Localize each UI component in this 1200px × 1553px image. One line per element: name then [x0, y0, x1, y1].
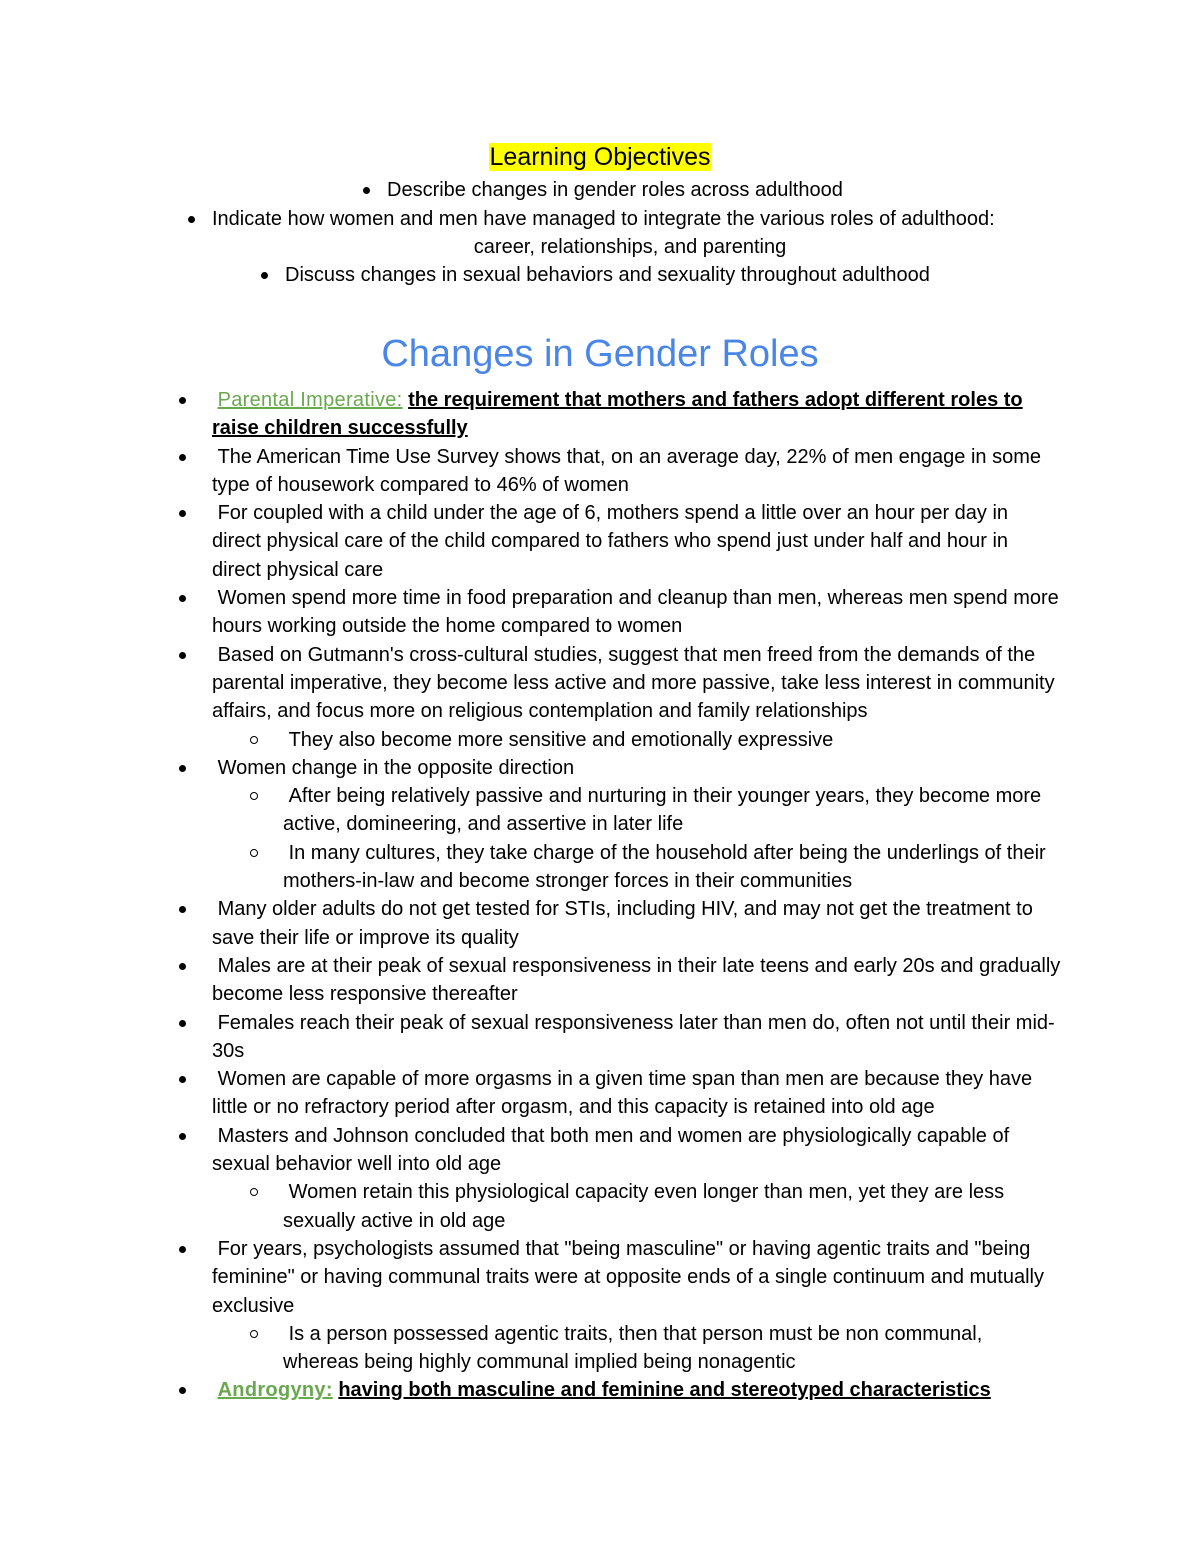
- objective-item: Indicate how women and men have managed to integrate the various roles of adulthood:: [212, 205, 995, 233]
- bullet-icon: [179, 454, 186, 461]
- hollow-bullet-icon: [250, 792, 258, 800]
- list-item: The American Time Use Survey shows that, on an average day, 22% of men engage in some type of housework compared to 46% of women: [212, 443, 1062, 500]
- hollow-bullet-icon: [250, 736, 258, 744]
- term-definition: having both masculine and feminine and stereotyped characteristics: [338, 1379, 991, 1402]
- section-title: Changes in Gender Roles: [381, 333, 819, 375]
- term-definition: the requirement that mothers and fathers adopt different roles to raise children successfully: [212, 389, 1023, 440]
- objective-item: Discuss changes in sexual behaviors and sexuality throughout adulthood: [285, 261, 930, 289]
- learning-objectives-header: [0, 140, 1200, 174]
- bullet-icon: [179, 510, 186, 517]
- list-item-androgyny: [212, 1376, 1062, 1404]
- hollow-bullet-icon: [250, 1188, 258, 1196]
- list-item: Women spend more time in food preparation and cleanup than men, whereas men spend more hours working outside the home compared to women: [212, 584, 1062, 641]
- list-item: Based on Gutmann's cross-cultural studies, suggest that men freed from the demands of the parental imperative, they become less active and more passive, take less interest in community affairs, and focus more on religious contemplation and family relationships: [212, 641, 1062, 726]
- term-label: Androgyny:: [217, 1379, 333, 1402]
- bullet-icon: [179, 1133, 186, 1140]
- sub-list-item: After being relatively passive and nurturing in their younger years, they become more active, domineering, and assertive in later life: [283, 782, 1063, 839]
- list-item: Males are at their peak of sexual responsiveness in their late teens and early 20s and gradually become less responsive thereafter: [212, 952, 1062, 1009]
- bullet-icon: [179, 397, 186, 404]
- bullet-icon: [363, 187, 370, 194]
- objective-item-continuation: career, relationships, and parenting: [473, 236, 787, 258]
- list-item: Females reach their peak of sexual responsiveness later than men do, often not until their mid-30s: [212, 1009, 1062, 1066]
- objective-item: Describe changes in gender roles across adulthood: [387, 176, 843, 204]
- learning-objectives-title: Learning Objectives: [489, 143, 711, 171]
- bullet-icon: [179, 765, 186, 772]
- list-item: Women are capable of more orgasms in a given time span than men are because they have little or no refractory period after orgasm, and this capacity is retained into old age: [212, 1065, 1062, 1122]
- list-item: Many older adults do not get tested for STIs, including HIV, and may not get the treatment to save their life or improve its quality: [212, 895, 1062, 952]
- bullet-icon: [179, 1020, 186, 1027]
- bullet-icon: [179, 1387, 186, 1394]
- list-item: For coupled with a child under the age of 6, mothers spend a little over an hour per day in direct physical care of the child compared to fathers who spend just under half and hour in direct physical care: [212, 499, 1062, 584]
- bullet-icon: [179, 1246, 186, 1253]
- sub-list-item: They also become more sensitive and emotionally expressive: [283, 726, 1063, 754]
- sub-list-item: Women retain this physiological capacity even longer than men, yet they are less sexually active in old age: [283, 1178, 1063, 1235]
- bullet-icon: [188, 216, 195, 223]
- sub-list-item: Is a person possessed agentic traits, then that person must be non communal, whereas being highly communal implied being nonagentic: [283, 1320, 1063, 1377]
- list-item: Masters and Johnson concluded that both men and women are physiologically capable of sexual behavior well into old age: [212, 1122, 1062, 1179]
- bullet-icon: [179, 652, 186, 659]
- hollow-bullet-icon: [250, 849, 258, 857]
- term-label: Parental Imperative:: [217, 389, 403, 411]
- hollow-bullet-icon: [250, 1330, 258, 1338]
- list-item: Women change in the opposite direction: [212, 754, 1062, 782]
- bullet-icon: [179, 1076, 186, 1083]
- sub-list-item: In many cultures, they take charge of the household after being the underlings of their mothers-in-law and become stronger forces in their communities: [283, 839, 1063, 896]
- bullet-list: [0, 386, 1200, 1405]
- bullet-icon: [179, 595, 186, 602]
- bullet-icon: [179, 963, 186, 970]
- list-item-parental-imperative: [212, 386, 1062, 443]
- list-item: For years, psychologists assumed that "being masculine" or having agentic traits and "being feminine" or having communal traits were at opposite ends of a single continuum and mutually exclusive: [212, 1235, 1062, 1320]
- bullet-icon: [261, 272, 268, 279]
- bullet-icon: [179, 906, 186, 913]
